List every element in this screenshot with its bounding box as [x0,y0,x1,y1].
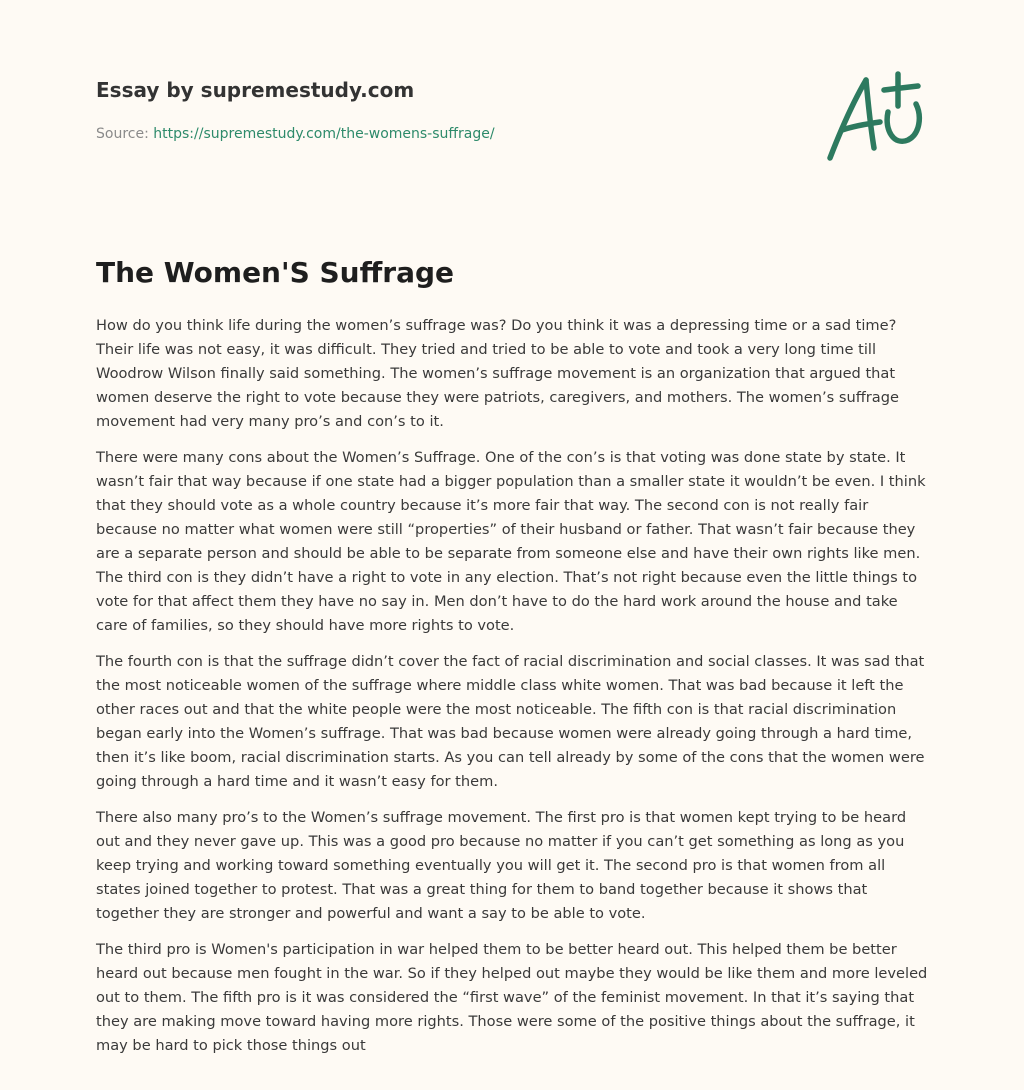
essay-header [96,76,796,144]
brand-heading: Essay by supremestudy.com [96,78,415,102]
essay-paragraph: The third pro is Women's participation in war helped them to be better heard out. This helped them be better heard out because men fought in the war. So if they helped out maybe they would be like them and more leveled out to them. The fifth pro is it was considered the “first wave” of the feminist movement. In that it’s saying that they are making move toward having more rights. Those were some of the positive things about the suffrage, it may be hard to pick those things out [96,941,928,1054]
essay-paragraph: The fourth con is that the suffrage didn’t cover the fact of racial discrimination and social classes. It was sad that the most noticeable women of the suffrage where middle class white women. That was bad because it left the other races out and that the white people were the most noticeable. The fifth con is that racial discrimination began early into the Women’s suffrage. That was bad because women were already going through a hard time, then it’s like boom, racial discrimination starts. As you can tell already by some of the cons that the women were going through a hard time and it wasn’t easy for them. [96,653,925,790]
essay-title: The Women'S Suffrage [96,256,454,289]
essay-paragraph: How do you think life during the women’s suffrage was? Do you think it was a depressing time or a sad time? Their life was not easy, it was difficult. They tried and tried to be able to vote and took a very long time till Woodrow Wilson finally said something. The women’s suffrage movement is an organization that argued that women deserve the right to vote because they were patriots, caregivers, and mothers. The women’s suffrage movement had very many pro’s and con’s to it. [96,317,899,430]
source-line [96,124,796,144]
source-link[interactable]: https://supremestudy.com/the-womens-suffrage/ [153,126,495,142]
a-plus-logo-icon [818,66,930,166]
source-label: Source: [96,126,154,142]
essay-paragraph: There were many cons about the Women’s Suffrage. One of the con’s is that voting was done state by state. It wasn’t fair that way because if one state had a bigger population than a smaller state it wouldn’t be even. I think that they should vote as a whole country because it’s more fair that way. The second con is not really fair because no matter what women were still “properties” of their husband or father. That wasn’t fair because they are a separate person and should be able to be separate from someone else and have their own rights like men. The third con is they didn’t have a right to vote in any election. That’s not right because even the little things to vote for that affect them they have no say in. Men don’t have to do the hard work around the house and take care of families, so they should have more rights to vote. [96,449,926,634]
essay-paragraph: There also many pro’s to the Women’s suffrage movement. The first pro is that women kept trying to be heard out and they never gave up. This was a good pro because no matter if you can’t get something as long as you keep trying and working toward something eventually you will get it. The second pro is that women from all states joined together to protest. That was a great thing for them to band together because it shows that together they are stronger and powerful and want a say to be able to vote. [96,809,907,922]
essay-body [96,314,932,1070]
